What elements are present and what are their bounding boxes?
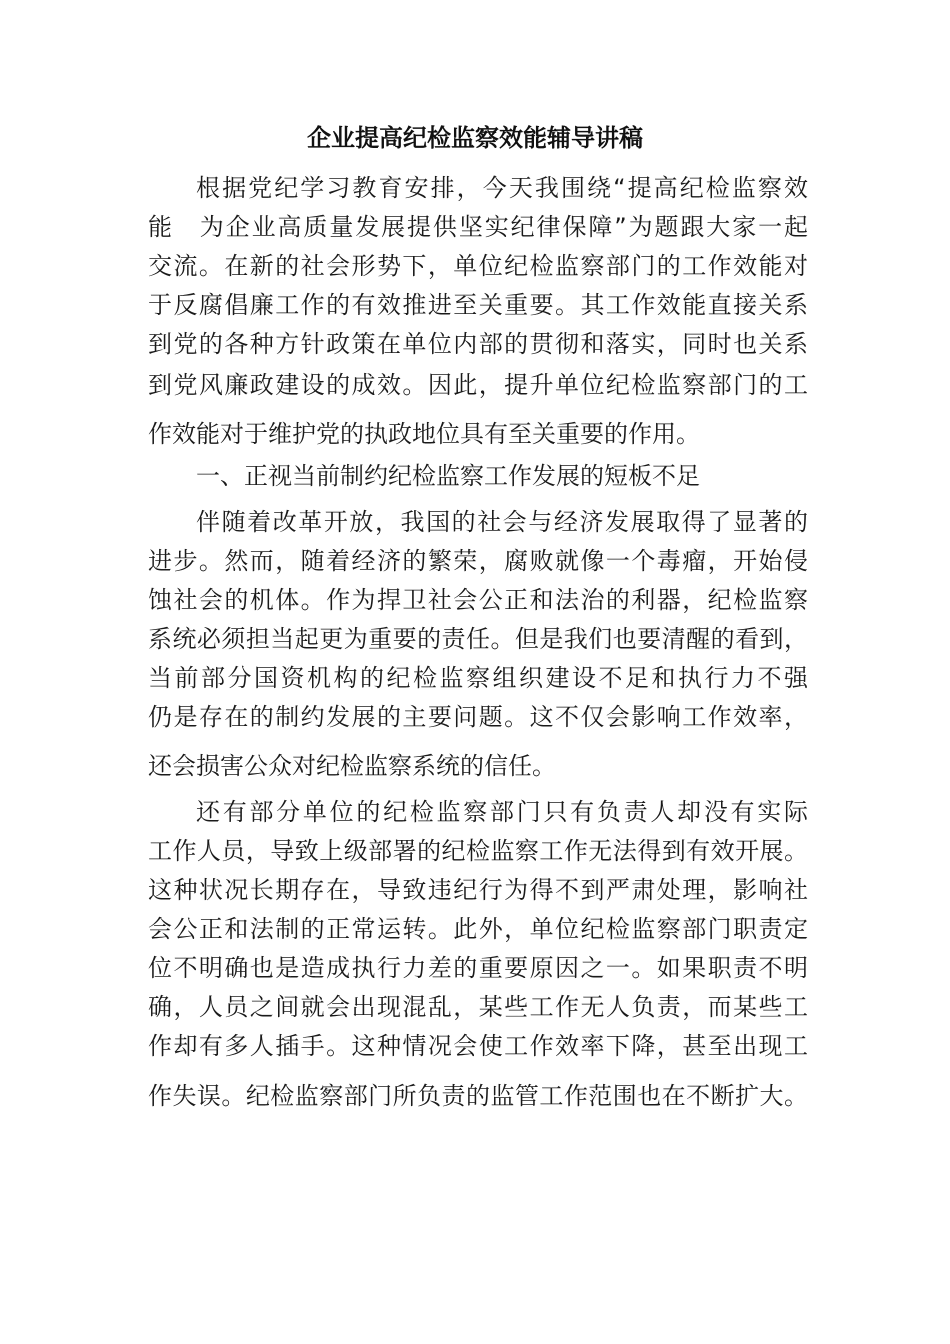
text-line: 交流。在新的社会形势下，单位纪检监察部门的工作效能对 [148, 252, 808, 280]
text-line: 仍是存在的制约发展的主要问题。这不仅会影响工作效率， [148, 703, 808, 731]
text-line: 还有部分单位的纪检监察部门只有负责人却没有实际 [196, 798, 808, 826]
text-line: 于反腐倡廉工作的有效推进至关重要。其工作效能直接关系 [148, 291, 808, 319]
text-line: 到党风廉政建设的成效。因此，提升单位纪检监察部门的工 [148, 371, 808, 399]
text-line: 进步。然而，随着经济的繁荣，腐败就像一个毒瘤，开始侵 [148, 547, 808, 575]
text-line: 还会损害公众对纪检监察系统的信任。 [148, 752, 556, 780]
text-line: 蚀社会的机体。作为捍卫社会公正和法治的利器，纪检监察 [148, 586, 808, 614]
text-line: 会公正和法制的正常运转。此外，单位纪检监察部门职责定 [148, 915, 808, 943]
text-line: 作却有多人插手。这种情况会使工作效率下降，甚至出现工 [148, 1032, 808, 1060]
text-line: 作失误。纪检监察部门所负责的监管工作范围也在不断扩大。 [148, 1082, 808, 1110]
section-heading: 一、正视当前制约纪检监察工作发展的短板不足 [196, 462, 700, 490]
text-line: 能 为企业高质量发展提供坚实纪律保障”为题跟大家一起 [148, 213, 808, 241]
text-line: 根据党纪学习教育安排，今天我围绕“提高纪检监察效 [196, 174, 808, 202]
text-line: 作效能对于维护党的执政地位具有至关重要的作用。 [148, 420, 700, 448]
text-line: 到党的各种方针政策在单位内部的贯彻和落实，同时也关系 [148, 330, 808, 358]
text-line: 确，人员之间就会出现混乱，某些工作无人负责，而某些工 [148, 993, 808, 1021]
text-line: 伴随着改革开放，我国的社会与经济发展取得了显著的 [196, 508, 808, 536]
text-line: 这种状况长期存在，导致违纪行为得不到严肃处理，影响社 [148, 876, 808, 904]
text-line: 工作人员，导致上级部署的纪检监察工作无法得到有效开展。 [148, 837, 808, 865]
text-line: 当前部分国资机构的纪检监察组织建设不足和执行力不强 [148, 664, 808, 692]
text-line: 系统必须担当起更为重要的责任。但是我们也要清醒的看到， [148, 625, 808, 653]
text-line: 位不明确也是造成执行力差的重要原因之一。如果职责不明 [148, 954, 808, 982]
document-title: 企业提高纪检监察效能辅导讲稿 [307, 123, 643, 152]
